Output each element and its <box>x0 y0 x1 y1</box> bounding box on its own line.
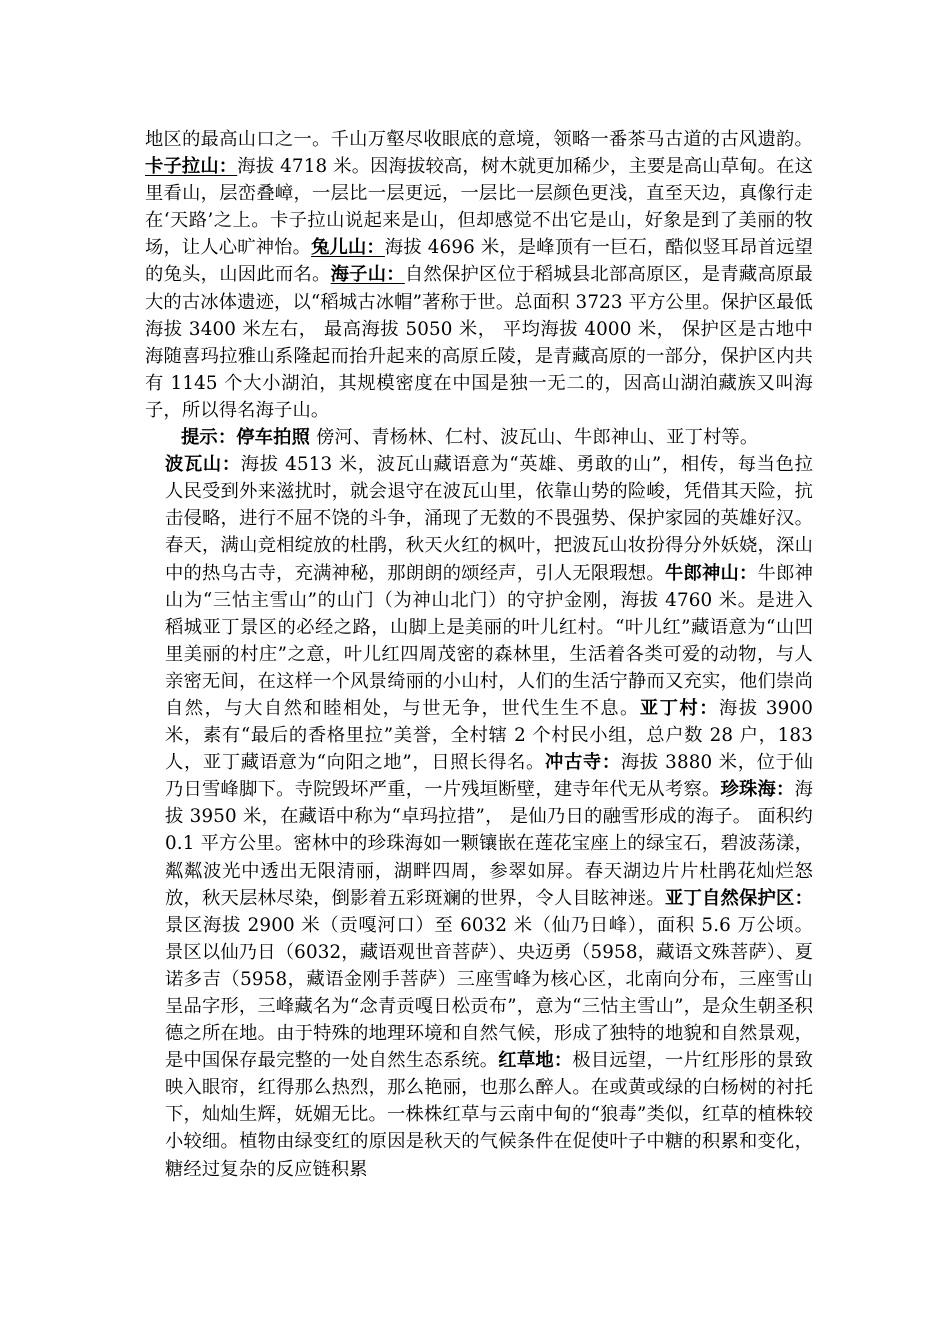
paragraph-2 <box>145 451 813 1183</box>
paragraph-text: 海拔 4718 米。因海拔较高，树木就更加稀少，主要是高山草甸。在这里看山，层峦叠嶂，一层比一层更远，一层比一层颜色更浅，直至天边，真像行走在‘天路’之上。卡子拉山说起来是山，但却感觉不出它是山，好象是到了美丽的牧场，让人心旷神怡。 <box>145 156 813 259</box>
heading-bowa-mountain: 波瓦山： <box>165 454 241 476</box>
paragraph-text: 极目远望，一片红彤彤的景致映入眼帘，红得那么热烈，那么艳丽，也那么醉人。在或黄或绿的白杨树的衬托下，灿灿生辉，妩媚无比。一株株红草与云南中甸的“狼毒”类似，红草的植株较小较细。植物由绿变红的原因是秋天的气候条件在促使叶子中糖的积累和变化，糖经过复杂的反应链积累 <box>165 1050 814 1180</box>
tip-text: 傍河、青杨林、仁村、波瓦山、牛郎神山、亚丁村等。 <box>310 427 759 449</box>
paragraph-text: 景区海拔 2900 米（贡嘎河口）至 6032 米（仙乃日峰），面积 5.6 万公顷。景区以仙乃日（6032，藏语观世音菩萨）、央迈勇（5958，藏语文殊菩萨）、夏诺多吉（5958，藏语金刚手菩萨）三座雪峰为核心区，北南向分布，三座雪山呈品字形，三峰藏名为“念青贡嘎日松贡布”，意为“三怙主雪山”，是众生朝圣积德之所在地。由于特殊的地理环境和自然气候，形成了独特的地貌和自然景观，是中国保存最完整的一处自然生态系统。 <box>165 914 813 1072</box>
tip-line <box>145 424 813 451</box>
paragraph-text: 牛郎神山为“三怙主雪山”的山门（为神山北门）的守护金刚，海拔 4760 米。是进入稻城亚丁景区的必经之路，山脚上是美丽的叶儿红村。“叶儿红”藏语意为“山凹里美丽的村庄”之意，叶儿红四周茂密的森林里，生活着各类可爱的动物，与人亲密无间，在这样一个风景绮丽的小山村，人们的生活宁静而又充实，他们崇尚自然，与大自然和睦相处，与世无争，世代生生不息。 <box>165 562 814 719</box>
paragraph-text: 地区的最高山口之一。千山万壑尽收眼底的意境，领略一番茶马古道的古风遗韵。 <box>145 129 813 150</box>
heading-red-grassland: 红草地： <box>498 1050 573 1072</box>
tip-label: 提示：停车拍照 <box>181 427 311 449</box>
paragraph-text: 海拔 4513 米，波瓦山藏语意为“英雄、勇敢的山”，相传，每当色拉人民受到外来滋扰时，就会退守在波瓦山里，依靠山势的险峻，凭借其天险，抗击侵略，进行不屈不饶的斗争，涌现了无数的不畏强势、保护家园的英雄好汉。春天，满山竞相绽放的杜鹃，秋天火红的枫叶，把波瓦山妆扮得分外妖娆，深山中的热乌古寺，充满神秘，那朗朗的颂经声，引人无限瑕想。 <box>165 454 813 584</box>
heading-yading-village: 亚丁村： <box>639 697 719 719</box>
paragraph-text: 海拔 3950 米，在藏语中称为“卓玛拉措”， 是仙乃日的融雪形成的海子。 面积约 0.1 平方公里。密林中的珍珠海如一颗镶嵌在莲花宝座上的绿宝石，碧波荡漾，粼粼波光中透出无限清丽，湖畔四周，参翠如屏。春天湖边片片杜鹃花灿烂怒放，秋天层林尽染，倒影着五彩斑斓的世界，令人目眩神迷。 <box>165 779 814 909</box>
paragraph-text: 海拔 3900 米，素有“最后的香格里拉”美誉，全村辖 2 个村民小组，总户数 28 户，183 人，亚丁藏语意为“向阳之地”，日照长得名。 <box>165 697 813 774</box>
document-body <box>145 126 813 1183</box>
heading-tuer-mountain: 兔儿山： <box>311 237 385 259</box>
paragraph-text: 海拔 3880 米，位于仙乃日雪峰脚下。寺院毁坏严重，一片残垣断壁，建寺年代无从考察。 <box>165 752 813 801</box>
paragraph-text: 海拔 4696 米，是峰顶有一巨石，酷似竖耳昂首远望的兔头，山因此而名。 <box>145 237 813 286</box>
heading-pearl-lake: 珍珠海： <box>720 779 795 801</box>
paragraph-1 <box>145 126 813 424</box>
heading-yading-reserve: 亚丁自然保护区： <box>664 887 813 909</box>
heading-chonggu-temple: 冲古寺： <box>545 752 621 774</box>
heading-haizi-mountain: 海子山： <box>330 264 405 286</box>
paragraph-text: 自然保护区位于稻城县北部高原区，是青藏高原最大的古冰体遗迹，以“稻城古冰帽”著称于世。总面积 3723 平方公里。保护区最低海拔 3400 米左右， 最高海拔 5050 米， 平均海拔 4000 米， 保护区是古地中海随喜玛拉雅山系隆起而抬升起来的高原丘陵，是青藏高原的一部分，保护区内共有 1145 个大小湖泊，其规模密度在中国是独一无二的，因高山湖泊藏族又叫海子，所以得名海子山。 <box>145 264 813 421</box>
heading-niulang-mountain: 牛郎神山： <box>664 562 758 584</box>
heading-kazila-mountain: 卡子拉山： <box>145 156 238 178</box>
